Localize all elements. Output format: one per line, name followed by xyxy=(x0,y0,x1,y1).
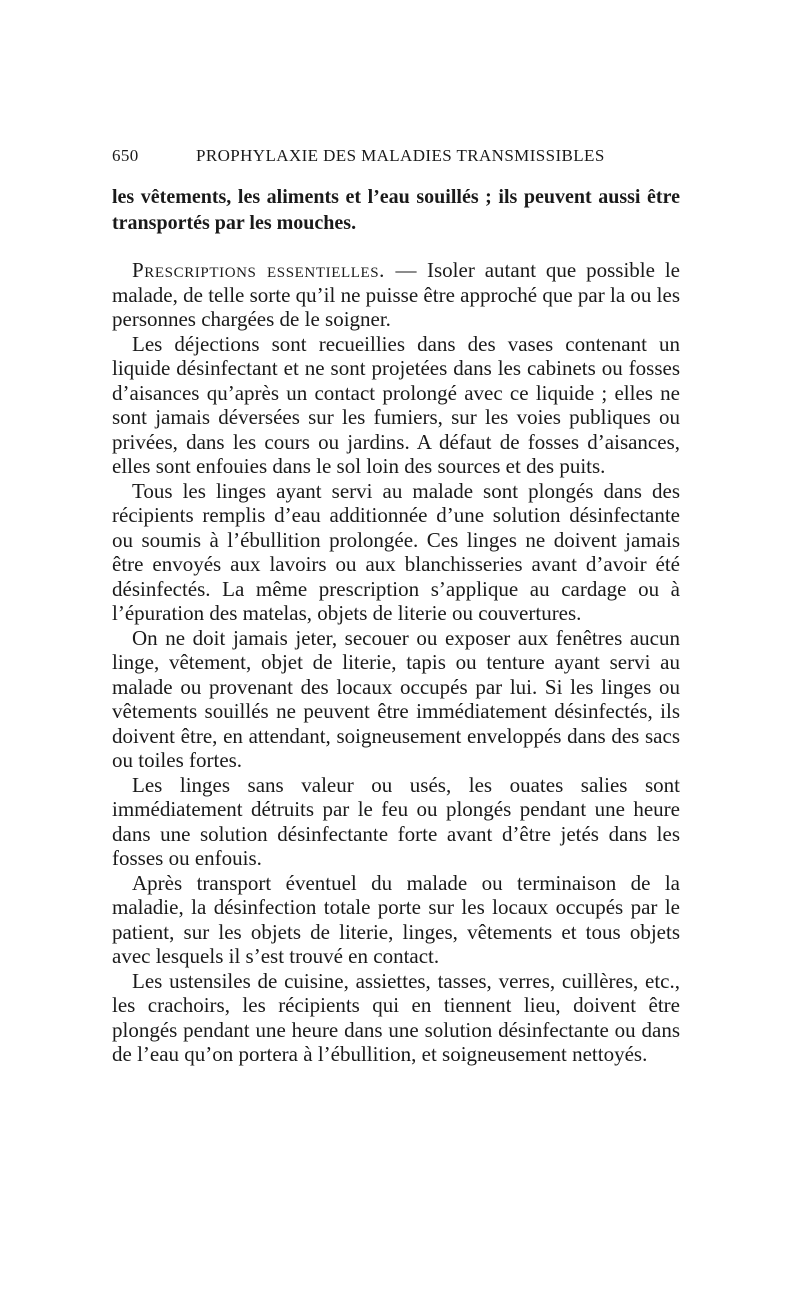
continuation-text: les vêtements, les aliments et l’eau souillés ; ils peuvent aussi être transportés par les mouches. xyxy=(112,186,680,234)
paragraph-linges-usages: Les linges sans valeur ou usés, les ouates salies sont immédiatement détruits par le feu ou plongés pendant une heure dans une solution désinfectante forte avant d’être jetés dans les fosses ou enfouis. xyxy=(112,772,680,870)
paragraph-dejections: Les déjections sont recueillies dans des vases contenant un liquide désinfectant et ne sont projetées dans les cabinets ou fosses d’aisances qu’après un contact prolongé avec ce liquide ; elles ne sont jamais déversées sur les fumiers, sur les voies publiques ou privées, dans les cours ou jardins. A défaut de fosses d’aisances, elles sont enfouies dans le sol loin des sources et des puits. xyxy=(112,331,680,478)
paragraph-linges: Tous les linges ayant servi au malade sont plongés dans des récipients remplis d’eau additionnée d’une solution désinfectante ou soumis à l’ébullition prolongée. Ces linges ne doivent jamais être envoyés aux lavoirs ou aux blanchisseries avant d’avoir été désinfectés. La même prescription s’applique au cardage ou à l’épuration des matelas, objets de literie ou couvertures. xyxy=(112,478,680,625)
paragraph-fenetres: On ne doit jamais jeter, secouer ou exposer aux fenêtres aucun linge, vêtement, objet de literie, tapis ou tenture ayant servi au malade ou provenant des locaux occupés par lui. Si les linges ou vêtements souillés ne peuvent être immédiatement désinfectés, ils doivent être, en attendant, soigneusement enveloppés dans des sacs ou toiles fortes. xyxy=(112,625,680,772)
paragraph-desinfection: Après transport éventuel du malade ou terminaison de la maladie, la désinfection totale porte sur les locaux occupés par le patient, sur les objets de literie, linges, vêtements et tous objets avec lesquels il s’est trouvé en contact. xyxy=(112,870,680,968)
paragraph-ustensiles: Les ustensiles de cuisine, assiettes, tasses, verres, cuillères, etc., les crachoirs, les récipients qui en tiennent lieu, doivent être plongés pendant une heure dans une solution désinfectante ou dans de l’eau qu’on portera à l’ébullition, et soigneusement nettoyés. xyxy=(112,968,680,1066)
page-header xyxy=(112,146,680,172)
section-heading: Prescriptions essentielles. — xyxy=(132,258,418,282)
section-intro-paragraph xyxy=(112,258,680,332)
section-body xyxy=(112,258,680,1067)
intro-text: Isoler autant que possible le malade, de telle sorte qu’il ne puisse être approché que par la ou les personnes chargées de le soigner. xyxy=(112,258,681,331)
page-number: 650 xyxy=(112,146,139,165)
running-title: PROPHYLAXIE DES MALADIES TRANSMISSIBLES xyxy=(196,146,605,165)
